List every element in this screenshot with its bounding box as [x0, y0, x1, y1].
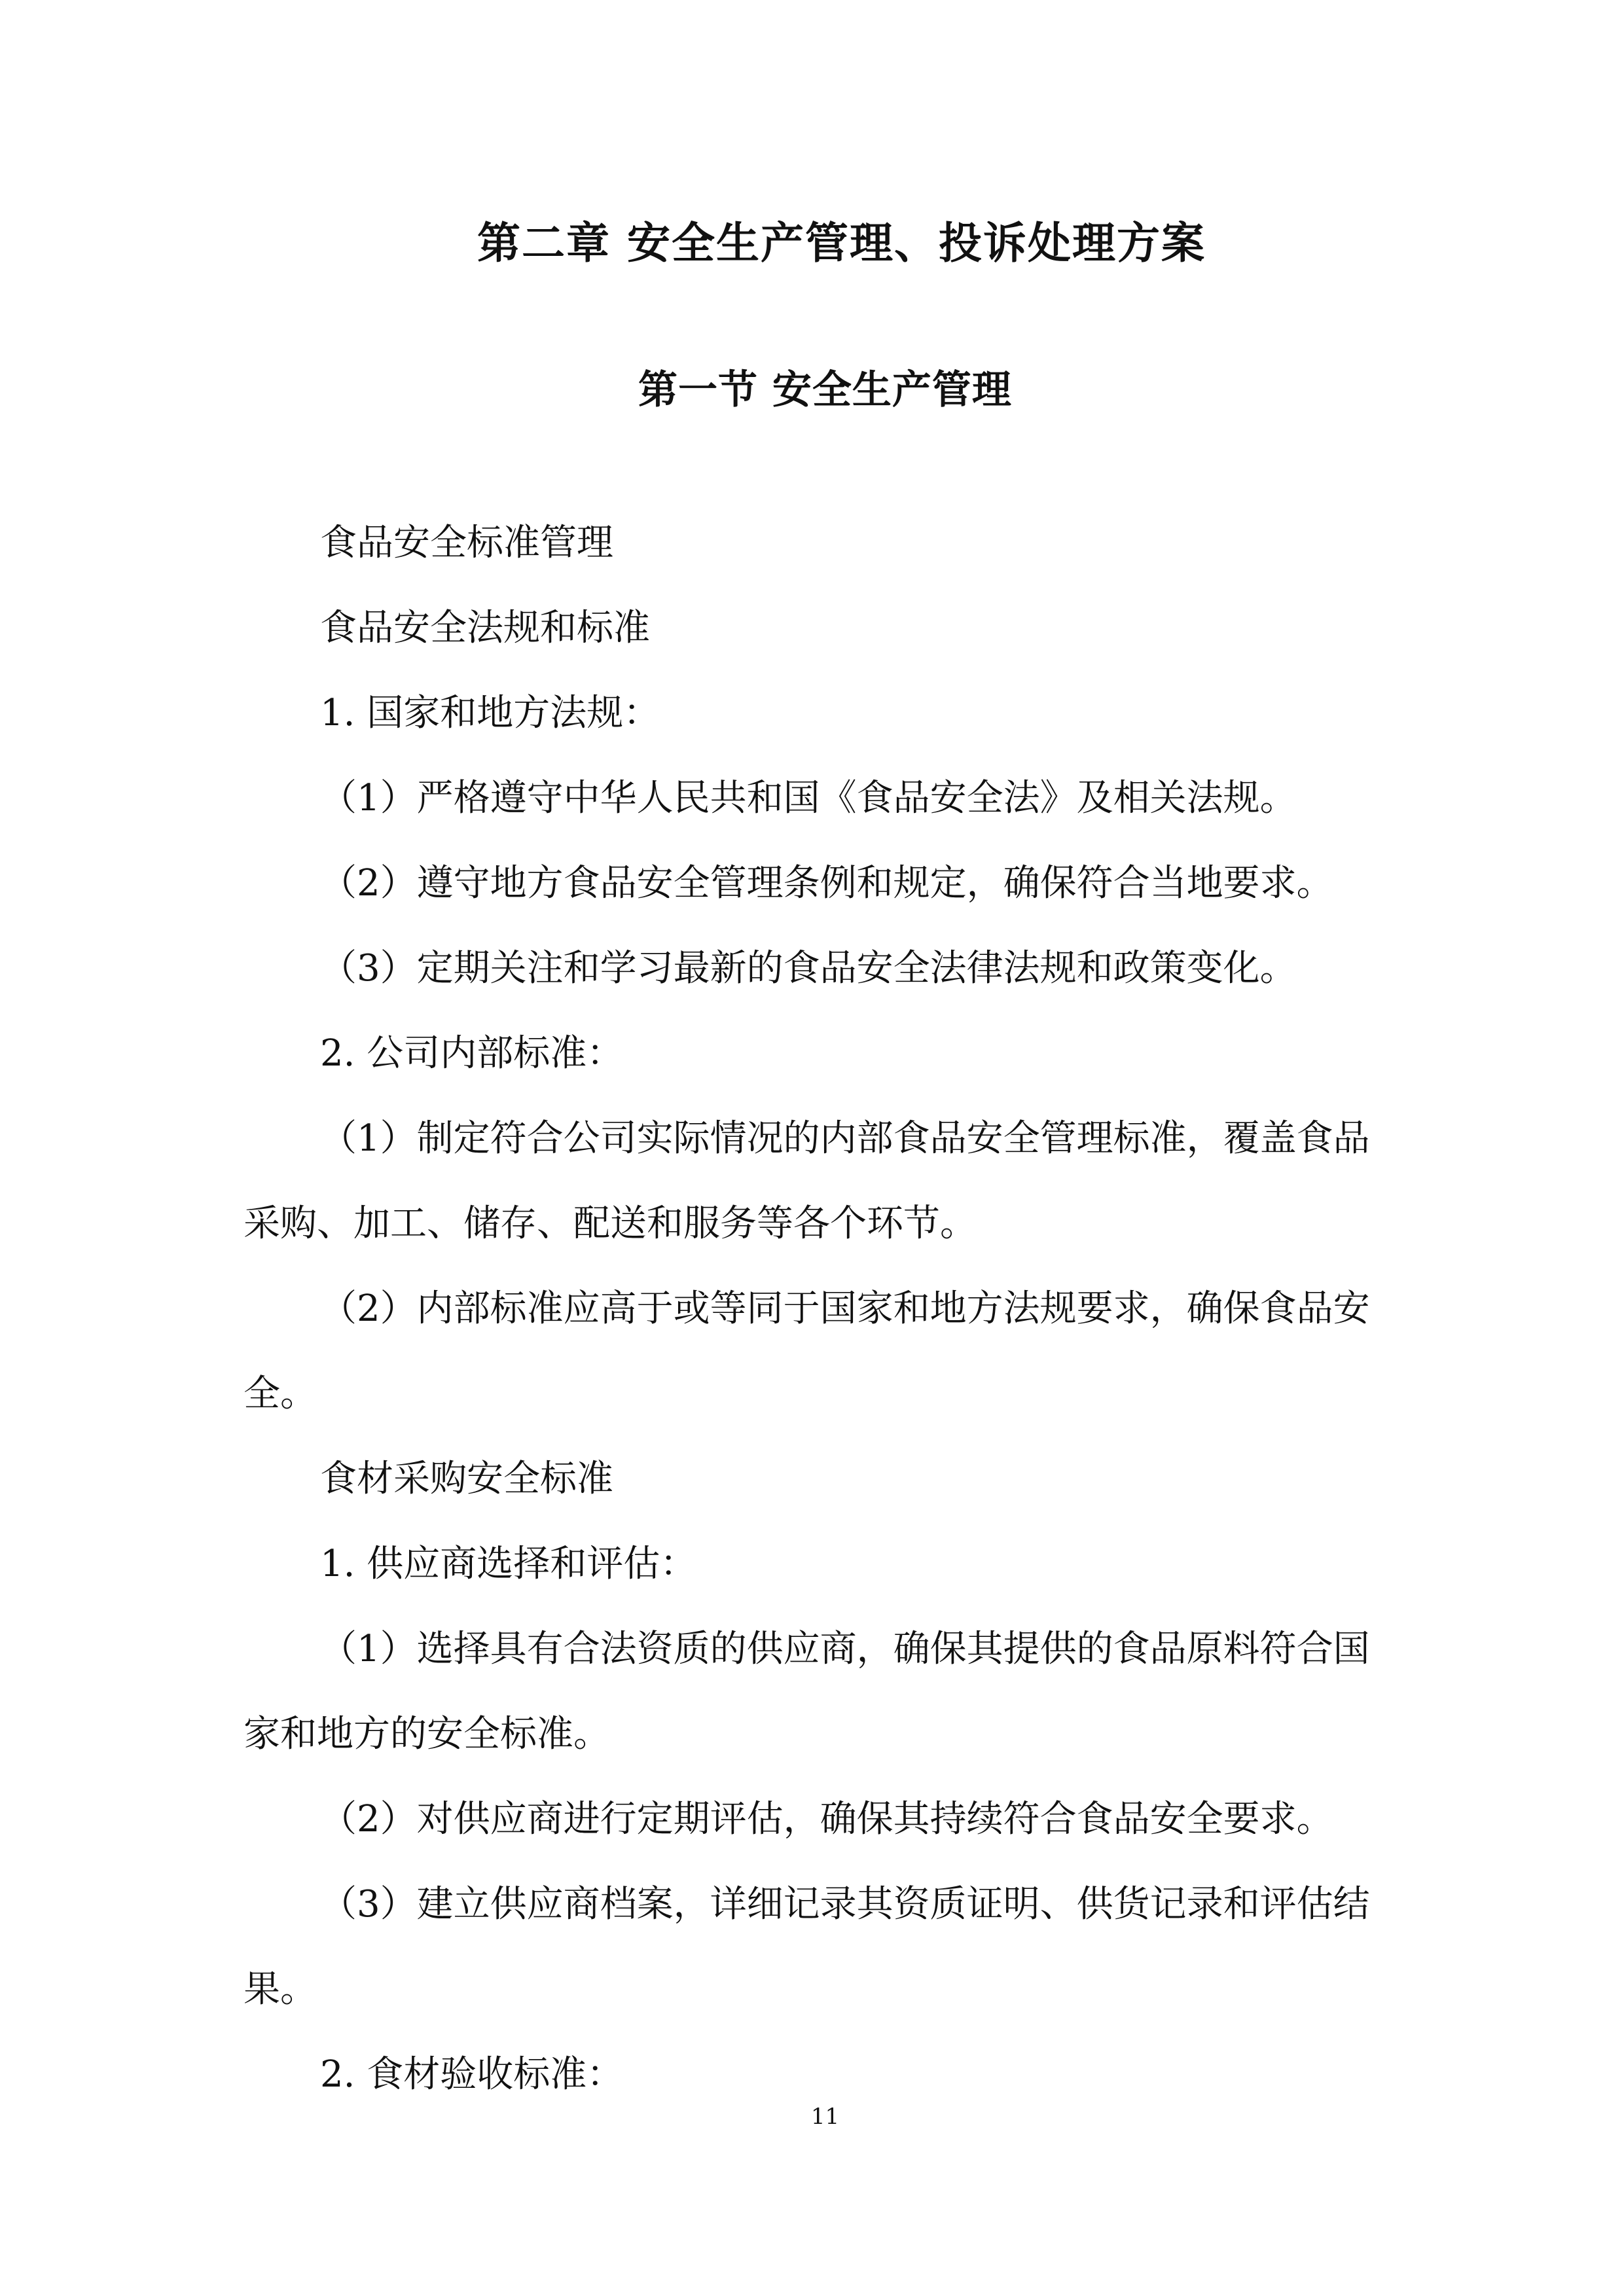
paragraph: （1）制定符合公司实际情况的内部食品安全管理标准，覆盖食品采购、加工、储存、配送和服务等各个环节。 — [244, 1117, 1370, 1245]
section-title: 第一节 安全生产管理 — [638, 367, 1012, 413]
paragraph: （1）严格遵守中华人民共和国《食品安全法》及相关法规。 — [320, 777, 1297, 819]
paragraph: 2. 公司内部标准： — [320, 1032, 624, 1075]
paragraph: （2）内部标准应高于或等同于国家和地方法规要求，确保食品安全。 — [244, 1287, 1370, 1415]
paragraph: 食品安全法规和标准 — [320, 607, 650, 649]
paragraph: （2）对供应商进行定期评估，确保其持续符合食品安全要求。 — [320, 1798, 1333, 1840]
paragraph: （2）遵守地方食品安全管理条例和规定，确保符合当地要求。 — [320, 862, 1333, 905]
paragraph: （3）建立供应商档案，详细记录其资质证明、供货记录和评估结果。 — [244, 1883, 1370, 2011]
paragraph: 食材采购安全标准 — [320, 1458, 613, 1500]
paragraph: 食品安全标准管理 — [320, 522, 613, 564]
chapter-title: 第二章 安全生产管理、投诉处理方案 — [477, 217, 1206, 268]
paragraph: 1. 供应商选择和评估： — [320, 1543, 697, 1585]
paragraph: 1. 国家和地方法规： — [320, 692, 660, 734]
paragraph: 2. 食材验收标准： — [320, 2053, 624, 2096]
paragraph: （1）选择具有合法资质的供应商，确保其提供的食品原料符合国家和地方的安全标准。 — [244, 1628, 1370, 1755]
body-text — [244, 501, 1390, 2117]
paragraph: （3）定期关注和学习最新的食品安全法律法规和政策变化。 — [320, 947, 1297, 990]
page-number: 11 — [810, 2104, 840, 2130]
